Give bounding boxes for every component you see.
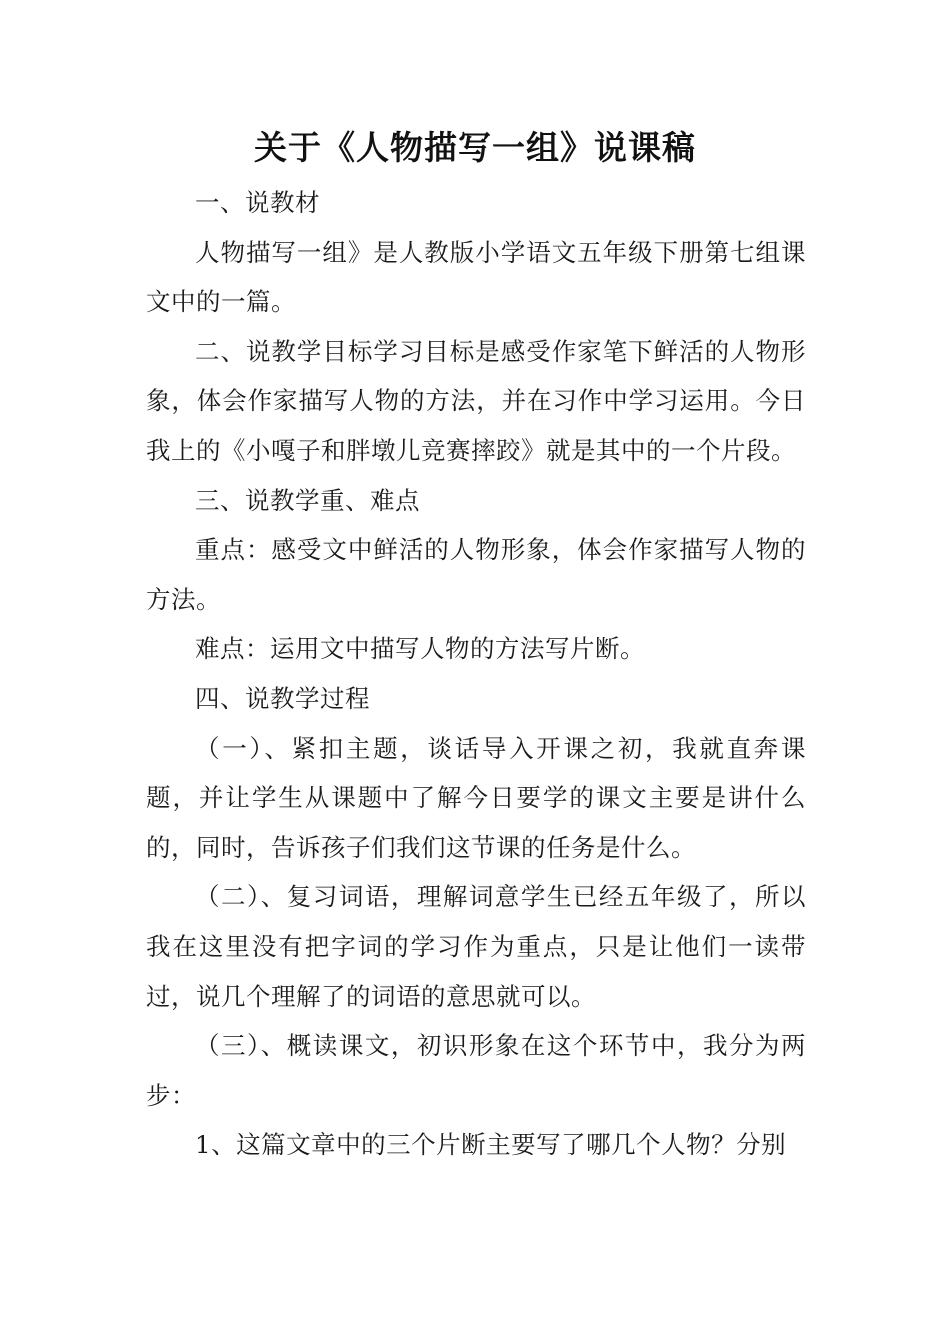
section-heading-teaching-process: 四、说教学过程 <box>195 683 370 713</box>
document-title: 关于《人物描写一组》说课稿 <box>254 128 696 167</box>
paragraph-process-step-1: （一）、紧扣主题，谈话导入开课之初，我就直奔课题，并让学生从课题中了解今日要学的课文主要是讲什么的，同时，告诉孩子们我们这节课的任务是什么。 <box>146 733 806 862</box>
paragraph-process-step-2: （二）、复习词语，理解词意学生已经五年级了，所以我在这里没有把字词的学习作为重点，只是让他们一读带过，说几个理解了的词语的意思就可以。 <box>146 882 806 1011</box>
paragraph-material-description: 人物描写一组》是人教版小学语文五年级下册第七组课文中的一篇。 <box>146 237 806 317</box>
document-body <box>146 178 806 1170</box>
paragraph-key-point: 重点：感受文中鲜活的人物形象，体会作家描写人物的方法。 <box>146 535 806 614</box>
section-heading-teaching-material: 一、说教材 <box>195 188 320 217</box>
paragraph-question-1: 1、这篇文章中的三个片断主要写了哪几个人物？分别 <box>195 1130 787 1160</box>
paragraph-teaching-goals: 二、说教学目标学习目标是感受作家笔下鲜活的人物形象，体会作家描写人物的方法，并在习作中学习运用。今日我上的《小嘎子和胖墩儿竞赛摔跤》就是其中的一个片段。 <box>146 336 806 465</box>
paragraph-process-step-3: （三）、概读课文，初识形象在这个环节中，我分为两步： <box>146 1031 806 1110</box>
paragraph-difficult-point: 难点：运用文中描写人物的方法写片断。 <box>195 634 645 664</box>
section-heading-key-points: 三、说教学重、难点 <box>195 485 420 515</box>
